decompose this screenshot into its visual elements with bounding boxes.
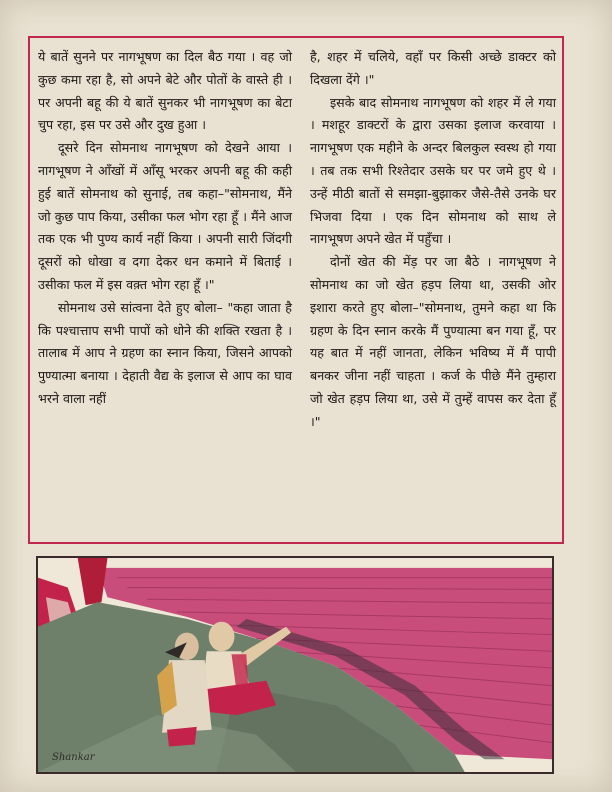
story-left-column <box>30 38 300 542</box>
story-paragraph: सोमनाथ उसे सांत्वना देते हुए बोला– "कहा जाता है कि पश्चात्ताप सभी पापों को धोने की शक्ति रखता है । तालाब में आप ने ग्रहण का स्नान किया, जिसने आपको पुण्यात्मा बनाया । देहाती वैद्य के इलाज से आप का घाव भरने वाला नहीं <box>38 299 292 406</box>
story-paragraph: दोनों खेत की मेंड़ पर जा बैठे । नागभूषण ने सोमनाथ का जो खेत हड़प लिया था, उसकी ओर इशारा करते हुए बोला–"सोमनाथ, तुमने कहा था कि ग्रहण के दिन स्नान करके मैं पुण्यात्मा बन गया हूँ, पर यह बात में नहीं जानता, लेकिन भविष्य में मैं पापी बनकर जीना नहीं चाहता । कर्ज के पीछे मैंने तुम्हारा जो खेत हड़प लिया था, उसे में तुम्हें वापस कर देता हूँ ।" <box>310 254 556 429</box>
story-right-column <box>302 38 564 542</box>
story-paragraph: ये बातें सुनने पर नागभूषण का दिल बैठ गया । वह जो कुछ कमा रहा है, सो अपने बेटे और पोतों के वास्ते ही । पर अपनी बहू की ये बातें सुनकर भी नागभूषण का बेटा चुप रहा, इस पर उसे और दुख हुआ । <box>38 49 292 133</box>
story-paragraph: है, शहर में चलिये, वहाँ पर किसी अच्छे डाक्टर को दिखला देंगे ।" <box>310 49 556 87</box>
story-paragraph: दूसरे दिन सोमनाथ नागभूषण को देखने आया । नागभूषण ने आँखों में आँसू भरकर अपनी बहू की कही हुई बातें सोमनाथ को सुनाई, तब कहा–"सोमनाथ, मैंने जो कुछ पाप किया, उसीका फल भोग रहा हूँ । मैंने आज तक एक भी पुण्य कार्य नहीं किया । अपनी सारी जिंदगी दूसरों को धोखा व दगा देकर धन कमाने में बिताई । उसीका फल में इस वक़्त भोग रहा हूँ ।" <box>38 140 292 292</box>
story-text-frame <box>28 36 564 544</box>
artist-signature: Shankar <box>52 752 95 763</box>
story-paragraph: इसके बाद सोमनाथ नागभूषण को शहर में ले गया । मशहूर डाक्टरों के द्वारा उसका इलाज करवाया । नागभूषण एक महीने के अन्दर बिलकुल स्वस्थ हो गया । तब तक सभी रिश्तेदार उसके घर पर जमे हुए थे । उन्हें मीठी बातों से समझा-बुझाकर जैसे-तैसे उनके घर भिजवा दिया । एक दिन सोमनाथ को साथ ले नागभूषण अपने खेत में पहुँचा । <box>310 94 556 247</box>
story-illustration <box>36 556 554 774</box>
field-scene-image <box>38 558 552 772</box>
